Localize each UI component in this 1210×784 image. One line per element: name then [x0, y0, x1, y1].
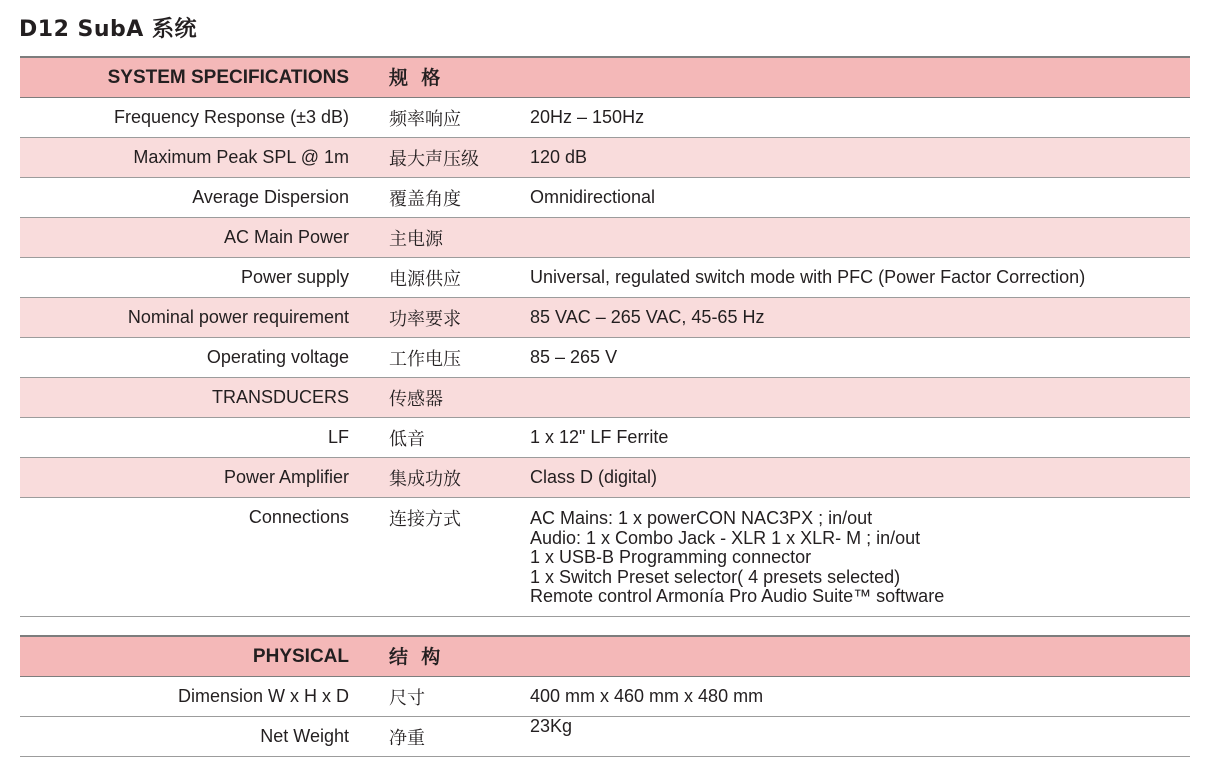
spec-value: 23Kg [530, 716, 573, 736]
spec-label-cn: 连接方式 [389, 509, 461, 529]
spec-row-ac-main-power [20, 218, 1190, 258]
spec-label-cn: 频率响应 [389, 109, 461, 129]
spec-label-cn: 低音 [389, 429, 425, 449]
spec-row-operating-voltage [20, 338, 1190, 378]
spec-label-en: Operating voltage [206, 347, 349, 367]
spec-value: 85 VAC – 265 VAC, 45-65 Hz [530, 307, 765, 327]
spec-label-en: AC Main Power [223, 227, 349, 247]
spec-row-frequency-response [20, 98, 1190, 138]
spec-label-cn: 覆盖角度 [389, 189, 461, 209]
connections-list [530, 509, 1190, 607]
system-specifications-header [20, 56, 1190, 98]
spec-value: 120 dB [530, 147, 588, 167]
spec-row-connections [20, 498, 1190, 617]
spec-label-cn: 传感器 [389, 389, 443, 409]
connection-line: 1 x USB-B Programming connector [530, 547, 812, 567]
spec-row-average-dispersion [20, 178, 1190, 218]
spec-row-transducers [20, 378, 1190, 418]
spec-row-net-weight [20, 717, 1190, 757]
spec-row-power-amplifier [20, 458, 1190, 498]
spec-label-en: Power supply [240, 267, 349, 287]
spec-value: 400 mm x 460 mm x 480 mm [530, 686, 764, 706]
spec-label-cn: 主电源 [389, 229, 443, 249]
spec-label-cn: 集成功放 [389, 469, 461, 489]
header-cn: 规 格 [389, 68, 445, 89]
spec-label-en: LF [327, 427, 349, 447]
spec-label-cn: 功率要求 [389, 309, 461, 329]
spec-value: Omnidirectional [530, 187, 656, 207]
page-title: D12 SubA 系统 [19, 17, 197, 42]
spec-label-en: Maximum Peak SPL @ 1m [133, 147, 349, 167]
physical-header [20, 635, 1190, 677]
connection-line: 1 x Switch Preset selector( 4 presets selected) [530, 566, 901, 587]
spec-label-en: Average Dispersion [192, 187, 349, 207]
header-en: SYSTEM SPECIFICATIONS [107, 67, 349, 88]
spec-label-en: TRANSDUCERS [211, 387, 349, 407]
spec-label-cn: 最大声压级 [389, 149, 479, 169]
connection-line: Audio: 1 x Combo Jack - XLR 1 x XLR- M ; in/out [530, 527, 921, 548]
system-specifications-table [20, 56, 1190, 617]
spec-label-cn: 净重 [389, 728, 425, 748]
spec-value: 20Hz – 150Hz [530, 107, 645, 127]
spec-row-nominal-power [20, 298, 1190, 338]
physical-table [20, 635, 1190, 757]
spec-row-lf [20, 418, 1190, 458]
spec-row-power-supply [20, 258, 1190, 298]
connection-line: AC Mains: 1 x powerCON NAC3PX ; in/out [530, 508, 873, 528]
spec-label-cn: 电源供应 [389, 269, 461, 289]
spec-label-en: Power Amplifier [223, 467, 349, 487]
spec-label-en: Dimension W x H x D [177, 686, 349, 706]
spec-label-cn: 工作电压 [389, 349, 461, 369]
spec-label-en: Nominal power requirement [127, 307, 349, 327]
spec-label-en: Net Weight [260, 726, 349, 746]
spec-value: 85 – 265 V [530, 347, 618, 367]
spec-value: 1 x 12" LF Ferrite [530, 427, 669, 447]
spec-label-cn: 尺寸 [389, 688, 425, 708]
header-en: PHYSICAL [252, 646, 349, 667]
header-cn: 结 构 [389, 647, 445, 668]
spec-label-en: Frequency Response (±3 dB) [114, 107, 349, 127]
spec-value: Universal, regulated switch mode with PFC (Power Factor Correction) [530, 267, 1086, 287]
connection-line: Remote control Armonía Pro Audio Suite™ software [530, 586, 945, 606]
spec-value: Class D (digital) [530, 467, 658, 487]
spec-label-en: Connections [248, 507, 349, 527]
spec-row-max-peak-spl [20, 138, 1190, 178]
